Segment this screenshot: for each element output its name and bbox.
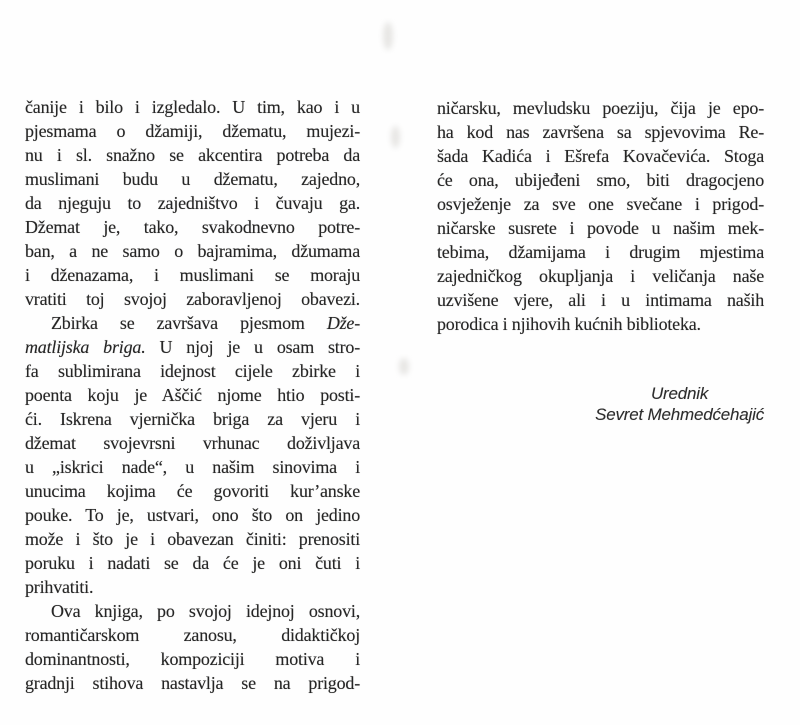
text-segment: i dženazama, i muslimani se moraju [25,265,360,285]
text-line [25,191,360,215]
text-segment: prihvatiti. [25,577,94,597]
text-line [25,575,360,599]
text-segment: romantičarskom zanosu, didaktičkoj [25,625,360,645]
text-segment: Ova knjiga, po svojoj idejnoj osnovi, [51,601,360,621]
text-line [25,167,360,191]
text-line [25,623,360,647]
text-line [25,263,360,287]
signature-role: Urednik [650,384,709,403]
signature-name: Sevret Mehmedćehajić [595,405,764,424]
text-line [437,264,764,288]
right-column-lines [437,96,764,336]
text-line [437,192,764,216]
text-line [437,96,764,120]
text-segment: osvježenje za sve one svečane i prigod- [437,194,764,214]
text-segment: džemat svojevrsni vrhunac doživljava [25,433,360,453]
text-segment: će ona, ubijeđeni smo, biti dragocjeno [437,170,764,190]
text-line [437,144,764,168]
text-segment: dominantnosti, kompoziciji motiva i [25,649,360,669]
text-segment: ha kod nas završena sa spjevovima Re- [437,122,764,142]
text-segment: U njoj je u osam stro- [145,337,360,357]
text-line [25,551,360,575]
text-segment: porodica i njihovih kućnih biblioteka. [437,314,701,334]
text-segment: pjesmama o džamiji, džematu, mujezi- [25,121,360,141]
text-line [437,288,764,312]
text-segment: nu i sl. snažno se akcentira potreba da [25,145,360,165]
text-segment: ničarske susrete i povode u našim mek- [437,218,764,238]
text-segment: šada Kadića i Ešrefa Kovačevića. Stoga [437,146,764,166]
text-line [437,312,764,336]
signature-block [595,383,764,425]
text-line [25,671,360,695]
text-segment: tebima, džamijama i drugim mjestima [437,242,764,262]
text-line [25,479,360,503]
scan-smudge [399,358,409,375]
text-segment: može i što je i obavezan činiti: prenositi [25,529,360,549]
text-line [25,335,360,359]
text-line [25,311,360,335]
text-segment: u „iskrici nade“, u našim sinovima i [25,457,360,477]
text-segment: ban, a ne samo o bajramima, džumama [25,241,360,261]
text-line [437,240,764,264]
text-segment: unucima kojima će govoriti kur’anske [25,481,360,501]
text-line [25,647,360,671]
text-line [25,143,360,167]
text-line [437,168,764,192]
text-line [25,95,360,119]
text-line [25,287,360,311]
text-segment: Džemat je, tako, svakodnevno potre- [25,217,360,237]
italic-text-segment: matlijska briga. [25,337,146,357]
text-segment: muslimani budu u džematu, zajedno, [25,169,360,189]
text-segment: fa sublimirana idejnost cijele zbirke i [25,361,360,381]
text-segment: poenta koju je Aščić njome htio posti- [25,385,360,405]
scan-smudge [391,126,400,148]
text-segment: Zbirka se završava pjesmom [51,313,327,333]
text-line [25,527,360,551]
text-segment: zajedničkog okupljanja i veličanja naše [437,266,764,286]
text-line [437,216,764,240]
text-line [25,407,360,431]
text-segment: vratiti toj svojoj zaboravljenoj obavezi. [25,289,360,309]
text-segment: da njeguju to zajedništvo i čuvaju ga. [25,193,360,213]
scan-smudge [383,22,393,50]
italic-text-segment: Dže- [326,313,360,333]
text-line [437,120,764,144]
text-segment: poruku i nadati se da će je oni čuti i [25,553,360,573]
text-line [25,455,360,479]
text-line [25,599,360,623]
text-segment: uzvišene vjere, ali i u intimama naših [437,290,764,310]
text-line [25,431,360,455]
left-text-column [25,95,360,695]
text-line [25,215,360,239]
text-segment: ći. Iskrena vjernička briga za vjeru i [25,409,360,429]
text-line [25,503,360,527]
text-line [25,119,360,143]
text-segment: čanije i bilo i izgledalo. U tim, kao i u [25,97,360,117]
right-text-column [437,96,764,425]
text-line [25,359,360,383]
text-segment: ničarsku, mevludsku poeziju, čija je epo- [437,98,764,118]
text-segment: pouke. To je, ustvari, ono što on jedino [25,505,360,525]
text-segment: gradnji stihova nastavlja se na prigod- [25,673,360,693]
text-line [25,239,360,263]
text-line [25,383,360,407]
